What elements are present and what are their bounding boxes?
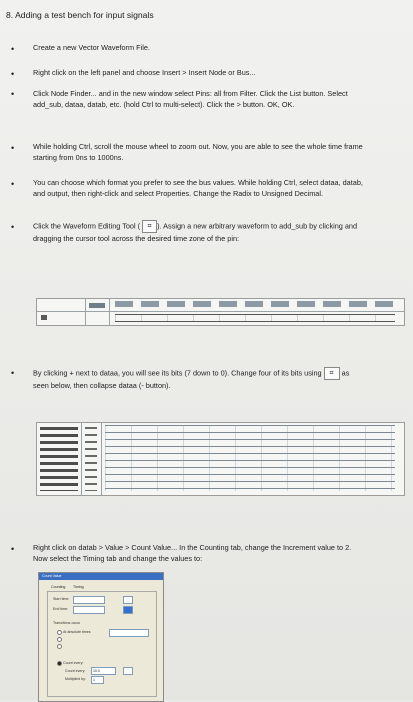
bullet-6-text bbox=[33, 220, 358, 244]
multiplied-by-input[interactable]: 1 bbox=[91, 676, 104, 684]
bullet-dot: • bbox=[11, 89, 15, 99]
at-absolute-radio[interactable] bbox=[57, 630, 62, 635]
option-radio[interactable] bbox=[57, 644, 62, 649]
start-time-input[interactable] bbox=[73, 596, 105, 604]
end-time-unit-select[interactable] bbox=[123, 606, 133, 614]
bullet-7-text bbox=[33, 367, 353, 391]
tab-timing[interactable]: Timing bbox=[73, 585, 84, 589]
at-absolute-label: At absolute times bbox=[63, 630, 91, 634]
node-name-list bbox=[40, 427, 78, 491]
bullet-7-text-before: By clicking + next to dataa, you will see its bits (7 down to 0). Change four of its bits using bbox=[33, 368, 322, 378]
count-every-radio[interactable] bbox=[57, 661, 62, 666]
section-title: 8. Adding a test bench for input signals bbox=[6, 10, 154, 20]
absolute-times-input[interactable] bbox=[109, 629, 149, 637]
bullet-dot: • bbox=[11, 179, 15, 189]
bullet-dot: • bbox=[11, 222, 15, 232]
bullet-dot: • bbox=[11, 44, 15, 54]
waveform-screenshot-dataa-bits bbox=[36, 422, 405, 496]
bullet-7-text-after: as seen below, then collapse dataa (- button). bbox=[33, 368, 350, 390]
bullet-6-text-before: Click the Waveform Editing Tool ( bbox=[33, 221, 141, 231]
count-every-field-label: Count every: bbox=[65, 669, 86, 673]
time-ruler bbox=[115, 301, 400, 307]
bullet-dot: • bbox=[11, 143, 15, 153]
end-time-input[interactable] bbox=[73, 606, 105, 614]
bullet-5-text: You can choose which format you prefer to see the bus values. While holding Ctrl, select dataa, datab, and output, then right-click and select Properties. Change the Radix to Unsigned Decimal. bbox=[33, 178, 363, 198]
bullet-6-text-after: ). Assign a new arbitrary waveform to add_sub by clicking and dragging the cursor tool across the desired time zone of the pin: bbox=[33, 221, 358, 243]
dialog-title: Count Value bbox=[42, 574, 62, 578]
count-every-input[interactable]: 10.0 bbox=[91, 667, 116, 675]
option-radio[interactable] bbox=[57, 637, 62, 642]
bullet-3-text: Click Node Finder... and in the new window select Pins: all from Filter. Click the List button. Select add_sub, dataa, datab, etc. (hold Ctrl to multi-select). Click the > button. OK, OK. bbox=[33, 89, 348, 109]
bullet-2-text: Right click on the left panel and choose Insert > Insert Node or Bus... bbox=[33, 68, 256, 77]
node-value-list bbox=[85, 427, 97, 491]
tab-counting[interactable]: Counting bbox=[51, 585, 66, 589]
waveform-screenshot-add-sub bbox=[36, 298, 405, 326]
bit-waveforms bbox=[105, 425, 395, 491]
waveform-editing-tool-icon: ⌗ bbox=[142, 220, 157, 233]
dialog-title-bar bbox=[39, 573, 163, 580]
bullet-dot: • bbox=[11, 544, 15, 554]
bullet-4-text: While holding Ctrl, scroll the mouse wheel to zoom out. Now, you are able to see the whole time frame starting from 0ns to 1000ns. bbox=[33, 142, 363, 162]
end-time-label: End time: bbox=[53, 607, 69, 611]
multiplied-by-label: Multiplied by: bbox=[65, 677, 86, 681]
overwrite-value-icon: ⌗ bbox=[324, 367, 340, 380]
pin-icon bbox=[41, 315, 47, 320]
count-every-label: Count every: bbox=[63, 661, 84, 665]
start-time-label: Start time: bbox=[53, 597, 70, 601]
bullet-dot: • bbox=[11, 69, 15, 79]
count-value-dialog bbox=[38, 572, 164, 702]
bullet-8-text: Right click on datab > Value > Count Value... In the Counting tab, change the Increment value to 2. Now select the Timing tab and change the values to: bbox=[33, 543, 352, 563]
transitions-label: Transitions occur bbox=[53, 621, 81, 625]
bullet-dot: • bbox=[11, 368, 15, 378]
add-sub-waveform bbox=[115, 314, 395, 322]
bullet-1-text: Create a new Vector Waveform File. bbox=[33, 43, 150, 52]
name-header bbox=[89, 303, 105, 308]
start-time-unit-select[interactable] bbox=[123, 596, 133, 604]
count-unit-select[interactable] bbox=[123, 667, 133, 675]
